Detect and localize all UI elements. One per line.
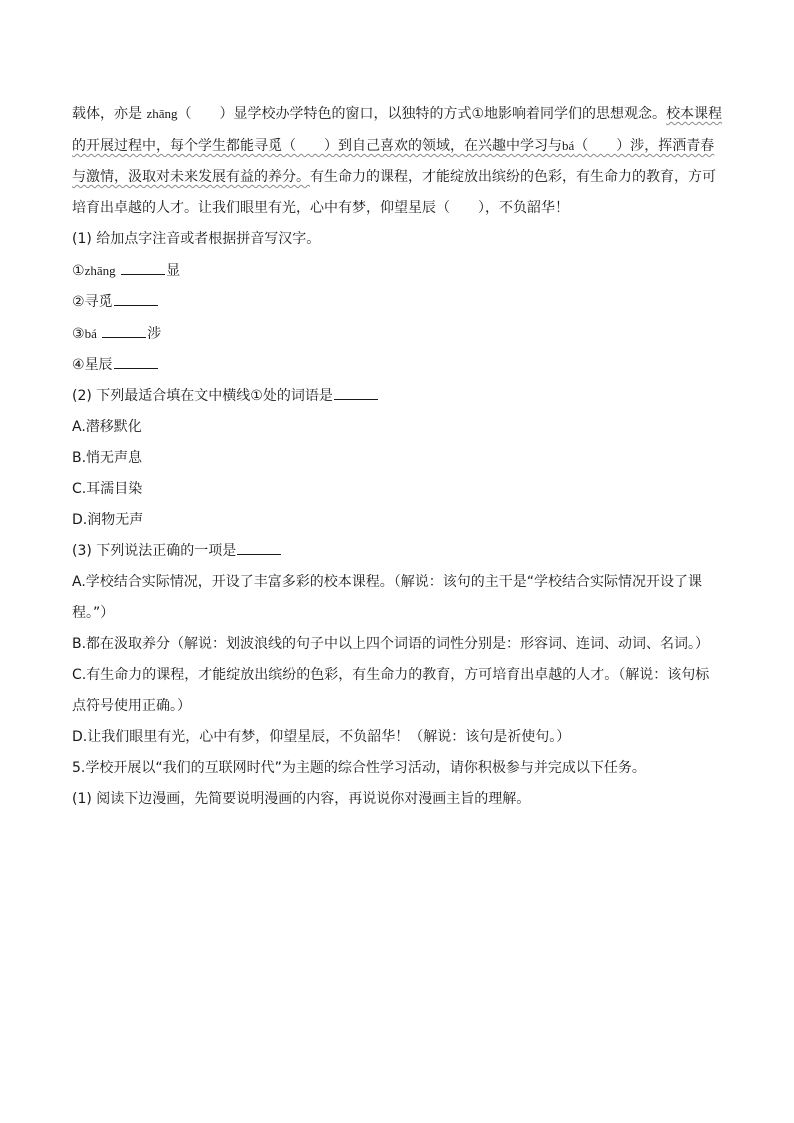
question-2-option-a: A.潜移默化 bbox=[72, 419, 142, 435]
question-3-option-d: D.让我们眼里有光，心中有梦，仰望星辰，不负韶华！（解说：该句是祈使句。） bbox=[72, 729, 571, 745]
wavy-underlined-text: 的开展过程中，每个学生都能寻觅（ ）到自己喜欢的领域，在兴趣中学习与bá（ ）涉，挥洒青春 bbox=[72, 138, 715, 154]
answer-blank[interactable] bbox=[102, 321, 146, 338]
question-1-item-2: ②寻觅 bbox=[72, 287, 726, 318]
question-2-option-c: C.耳濡目染 bbox=[72, 481, 143, 497]
passage-line-1: 载体，亦是 zhāng（ ）显学校办学特色的窗口，以独特的方式①地影响着同学们的思想观念。校本课程 bbox=[72, 106, 723, 122]
answer-blank[interactable] bbox=[334, 383, 378, 400]
document-page bbox=[72, 98, 726, 815]
question-2-option-b: B.悄无声息 bbox=[72, 450, 143, 466]
question-3-option-a-line-1: A.学校结合实际情况，开设了丰富多彩的校本课程。（解说：该句的主干是“学校结合实际情况开设了课 bbox=[72, 574, 703, 590]
question-3-option-b: B.都在汲取养分（解说：划波浪线的句子中以上四个词语的词性分别是：形容词、连词、动词、名词。） bbox=[72, 636, 710, 652]
question-1-item-1: ①zhāng 显 bbox=[72, 255, 726, 287]
question-3-option-c-line-2: 点符号使用正确。） bbox=[72, 698, 191, 714]
wavy-underlined-text: 与激情，汲取对未来发展有益的养分。 bbox=[72, 169, 310, 185]
passage-line-4: 培育出卓越的人才。让我们眼里有光，心中有梦，仰望星辰（ ），不负韶华！ bbox=[72, 200, 569, 216]
question-5-sub-1: (1) 阅读下边漫画，先简要说明漫画的内容，再说说你对漫画主旨的理解。 bbox=[72, 791, 531, 807]
question-1-prompt: (1) 给加点字注音或者根据拼音写汉字。 bbox=[72, 231, 321, 247]
passage-line-2 bbox=[72, 130, 726, 162]
question-2-prompt: (2) 下列最适合填在文中横线①处的词语是 bbox=[72, 381, 726, 412]
answer-blank[interactable] bbox=[114, 352, 158, 369]
answer-blank[interactable] bbox=[121, 258, 165, 275]
question-3-option-c-line-1: C.有生命力的课程，才能绽放出缤纷的色彩，有生命力的教育，方可培育出卓越的人才。（解说：该句标 bbox=[72, 667, 710, 683]
question-3-prompt: (3) 下列说法正确的一项是 bbox=[72, 536, 726, 567]
answer-blank[interactable] bbox=[237, 538, 281, 555]
question-3-option-a-line-2: 程。”） bbox=[72, 605, 115, 621]
question-5-title: 5.学校开展以“我们的互联网时代”为主题的综合性学习活动，请你积极参与并完成以下任务。 bbox=[72, 760, 646, 776]
question-1-item-4: ④星辰 bbox=[72, 350, 726, 381]
question-1-item-3: ③bá 涉 bbox=[72, 318, 726, 350]
passage-line-3: 与激情，汲取对未来发展有益的养分。有生命力的课程，才能绽放出缤纷的色彩，有生命力的教育，方可 bbox=[72, 169, 716, 185]
wavy-underlined-text: 校本课程 bbox=[666, 106, 723, 122]
answer-blank[interactable] bbox=[114, 289, 158, 306]
question-2-option-d: D.润物无声 bbox=[72, 512, 144, 528]
